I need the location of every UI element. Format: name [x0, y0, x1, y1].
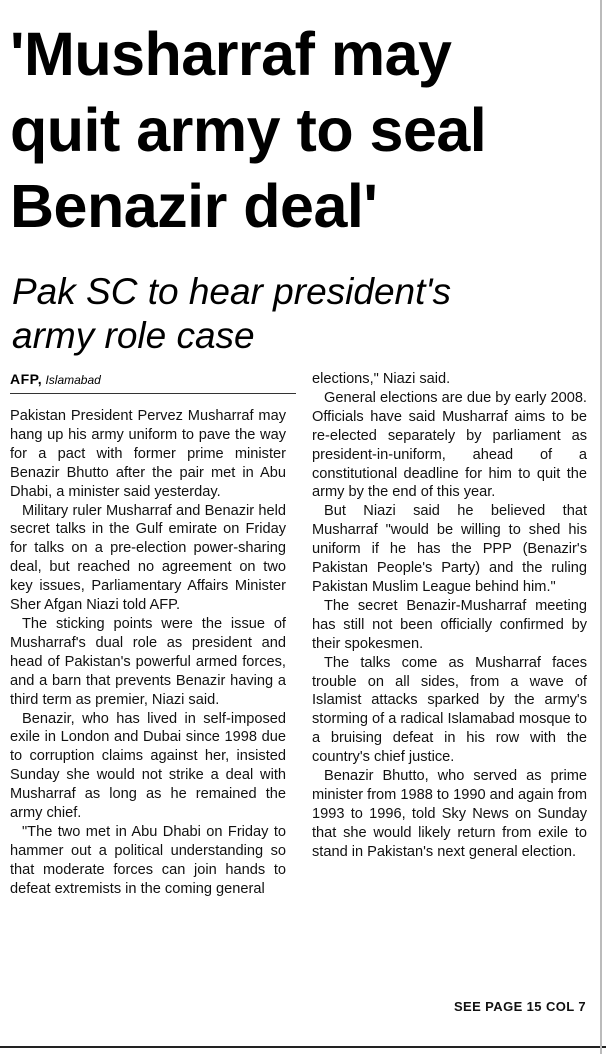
- paragraph: The secret Benazir-Musharraf meeting has still not been officially confirmed by their spokesmen.: [312, 597, 587, 652]
- byline-divider: [10, 393, 296, 394]
- continued-on-page-link: SEE PAGE 15 COL 7: [453, 999, 586, 1014]
- paragraph: Military ruler Musharraf and Benazir held secret talks in the Gulf emirate on Friday for talks on a pre-election power-sharing deal, but reached no agreement on two key issues, Parliamentary Affairs Minister Sher Afgan Niazi told AFP.: [10, 502, 286, 614]
- paragraph: But Niazi said he believed that Musharraf "would be willing to shed his uniform if he has the PPP (Benazir's Pakistan People's Party) and the ruling Pakistan Muslim League behind him.": [312, 503, 587, 595]
- byline: [10, 371, 101, 388]
- paragraph: General elections are due by early 2008. Officials have said Musharraf aims to be re-elected separately by parliament as president-in-uniform, ahead of a constitutional deadline for him to quit the army by the end of this year.: [312, 389, 587, 501]
- paragraph: Benazir Bhutto, who served as prime minister from 1988 to 1990 and again from 1993 to 1996, told Sky News on Sunday that she would likely return from exile to stand in Pakistan's next general election.: [312, 768, 588, 860]
- headline: [10, 16, 600, 244]
- headline-line-1: 'Musharraf may: [10, 20, 452, 88]
- subheadline-line-1: Pak SC to hear president's: [12, 271, 451, 312]
- paragraph: The sticking points were the issue of Musharraf's dual role as president and head of Pakistan's powerful armed forces, and a barn that prevents Benazir having a third term as premier, Niazi said.: [10, 615, 286, 708]
- paragraph: Benazir, who has lived in self-imposed exile in London and Dubai since 1998 due to corruption claims against her, insisted Sunday she would not strike a deal with Musharraf as long as he remained the army chief.: [10, 710, 286, 822]
- paragraph: The talks come as Musharraf faces trouble on all sides, from a wave of Islamist attacks sparked by the army's storming of a radical Islamabad mosque to a bruising defeat in his row with the country's chief justice.: [312, 654, 587, 766]
- article-column-right: [312, 370, 587, 862]
- subheadline: [12, 270, 602, 358]
- paragraph: Pakistan President Pervez Musharraf may hang up his army uniform to pave the way for a pact with former prime minister Benazir Bhutto after the pair met in Abu Dhabi, a minister said yesterday.: [10, 408, 286, 500]
- bottom-divider: [0, 1046, 606, 1048]
- paragraph-continuation: elections," Niazi said.: [312, 371, 451, 387]
- byline-place: Islamabad: [45, 373, 101, 387]
- paragraph: "The two met in Abu Dhabi on Friday to hammer out a political understanding so that moderate forces can join hands to defeat extremists in the coming general: [10, 823, 286, 897]
- column-edge-divider: [600, 0, 602, 1054]
- article-column-left: [10, 407, 286, 899]
- headline-line-2: quit army to seal: [10, 96, 487, 164]
- headline-line-3: Benazir deal': [10, 172, 378, 240]
- subheadline-line-2: army role case: [12, 315, 255, 356]
- byline-agency: AFP,: [10, 371, 43, 387]
